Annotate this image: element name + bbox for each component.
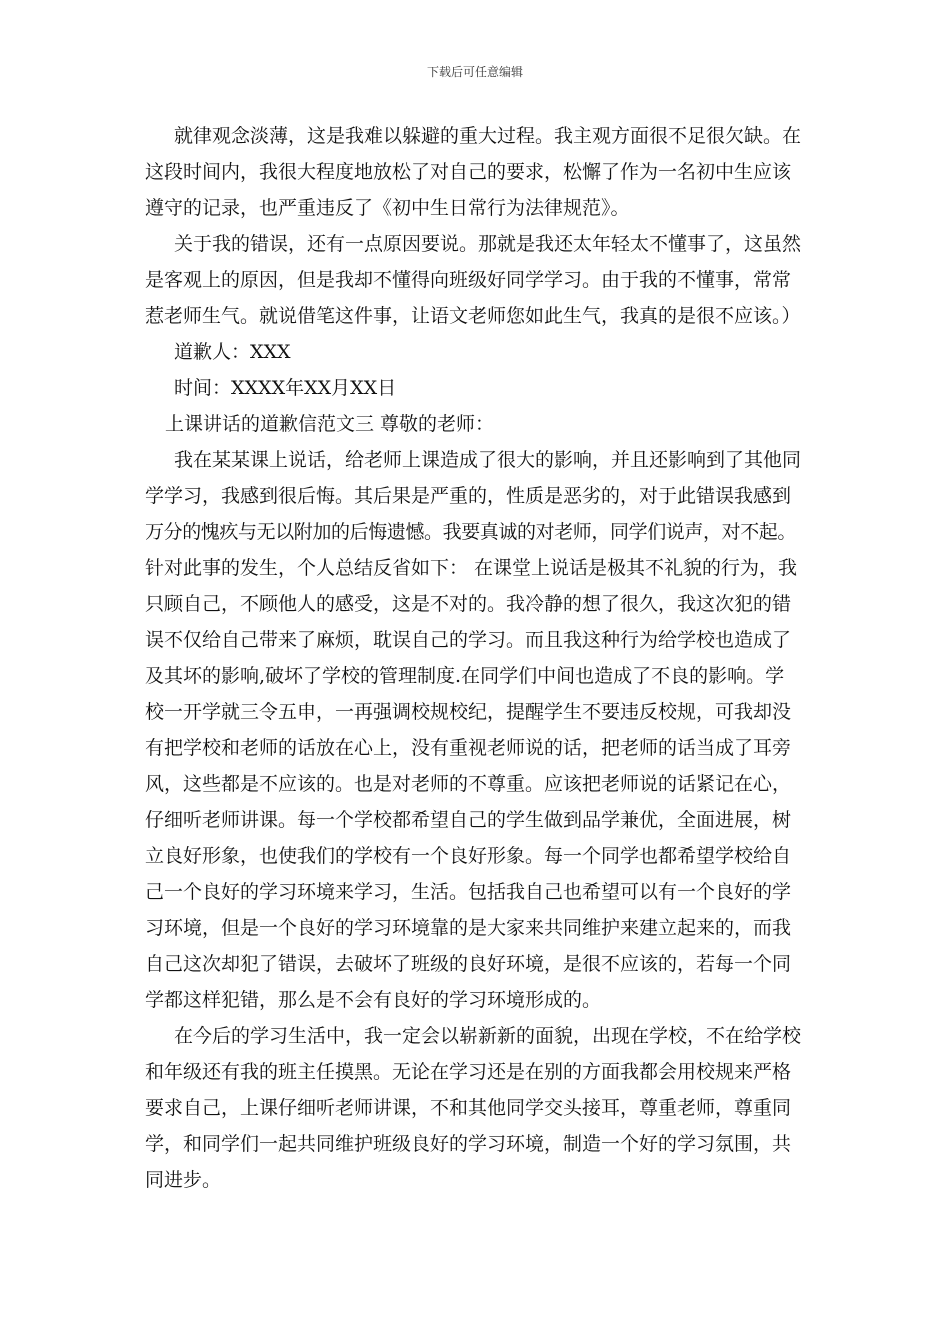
text-line: 风，这些都是不应该的。也是对老师的不尊重。应该把老师说的话紧记在心， <box>145 773 792 795</box>
text-line: 立良好形象，也使我们的学校有一个良好形象。每一个同学也都希望学校给自 <box>145 845 792 867</box>
text-line: 要求自己，上课仔细听老师讲课，不和其他同学交头接耳，尊重老师，尊重同 <box>145 1097 792 1119</box>
text-line: 万分的愧疚与无以附加的后悔遗憾。我要真诚的对老师，同学们说声，对不起。 <box>145 521 797 543</box>
text-line: 校一开学就三令五申，一再强调校规校纪，提醒学生不要违反校规，可我却没 <box>145 701 792 723</box>
text-line: 己一个良好的学习环境来学习，生活。包括我自己也希望可以有一个良好的学 <box>145 881 792 903</box>
text-line: 这段时间内，我很大程度地放松了对自己的要求，松懈了作为一名初中生应该 <box>145 161 792 183</box>
text-line: 关于我的错误，还有一点原因要说。那就是我还太年轻太不懂事了，这虽然 <box>174 233 802 255</box>
document-body <box>145 118 825 1198</box>
text-line: 是客观上的原因，但是我却不懂得向班级好同学学习。由于我的不懂事，常常 <box>145 269 792 291</box>
text-line: 学，和同学们一起共同维护班级良好的学习环境，制造一个好的学习氛围，共 <box>145 1133 792 1155</box>
text-line: 只顾自己，不顾他人的感受，这是不对的。我冷静的想了很久，我这次犯的错 <box>145 593 792 615</box>
text-line: 误不仅给自己带来了麻烦，耽误自己的学习。而且我这种行为给学校也造成了 <box>145 629 792 651</box>
text-line: 惹老师生气。就说借笔这件事，让语文老师您如此生气，我真的是很不应该。） <box>145 305 801 327</box>
text-line: 针对此事的发生，个人总结反省如下： 在课堂上说话是极其不礼貌的行为，我 <box>145 557 798 579</box>
text-line: 和年级还有我的班主任摸黑。无论在学习还是在别的方面我都会用校规来严格 <box>145 1061 792 1083</box>
text-line: 学都这样犯错，那么是不会有良好的学习环境形成的。 <box>145 989 602 1011</box>
text-line: 就律观念淡薄，这是我难以躲避的重大过程。我主观方面很不足很欠缺。在 <box>174 125 802 147</box>
date-line: 时间：XXXX年XX月XX日 <box>174 377 397 399</box>
page-header-note: 下载后可任意编辑 <box>426 65 523 79</box>
text-line: 及其坏的影响,破坏了学校的管理制度.在同学们中间也造成了不良的影响。学 <box>145 665 785 687</box>
text-line: 遵守的记录，也严重违反了《初中生日常行为法律规范》。 <box>145 197 630 219</box>
signature-line: 道歉人：XXX <box>174 341 291 363</box>
text-line: 有把学校和老师的话放在心上，没有重视老师说的话，把老师的话当成了耳旁 <box>145 737 792 759</box>
text-line: 同进步。 <box>145 1169 222 1191</box>
text-line: 我在某某课上说话，给老师上课造成了很大的影响，并且还影响到了其他同 <box>174 449 802 471</box>
text-line: 自己这次却犯了错误，去破坏了班级的良好环境，是很不应该的，若每一个同 <box>145 953 792 975</box>
text-line: 仔细听老师讲课。每一个学校都希望自己的学生做到品学兼优，全面进展，树 <box>145 809 792 831</box>
section-heading: 上课讲话的道歉信范文三 尊敬的老师： <box>165 413 495 435</box>
text-line: 学学习，我感到很后悔。其后果是严重的，性质是恶劣的，对于此错误我感到 <box>145 485 792 507</box>
text-line: 习环境，但是一个良好的学习环境靠的是大家来共同维护来建立起来的，而我 <box>145 917 792 939</box>
text-line: 在今后的学习生活中，我一定会以崭新新的面貌，出现在学校，不在给学校 <box>174 1025 802 1047</box>
